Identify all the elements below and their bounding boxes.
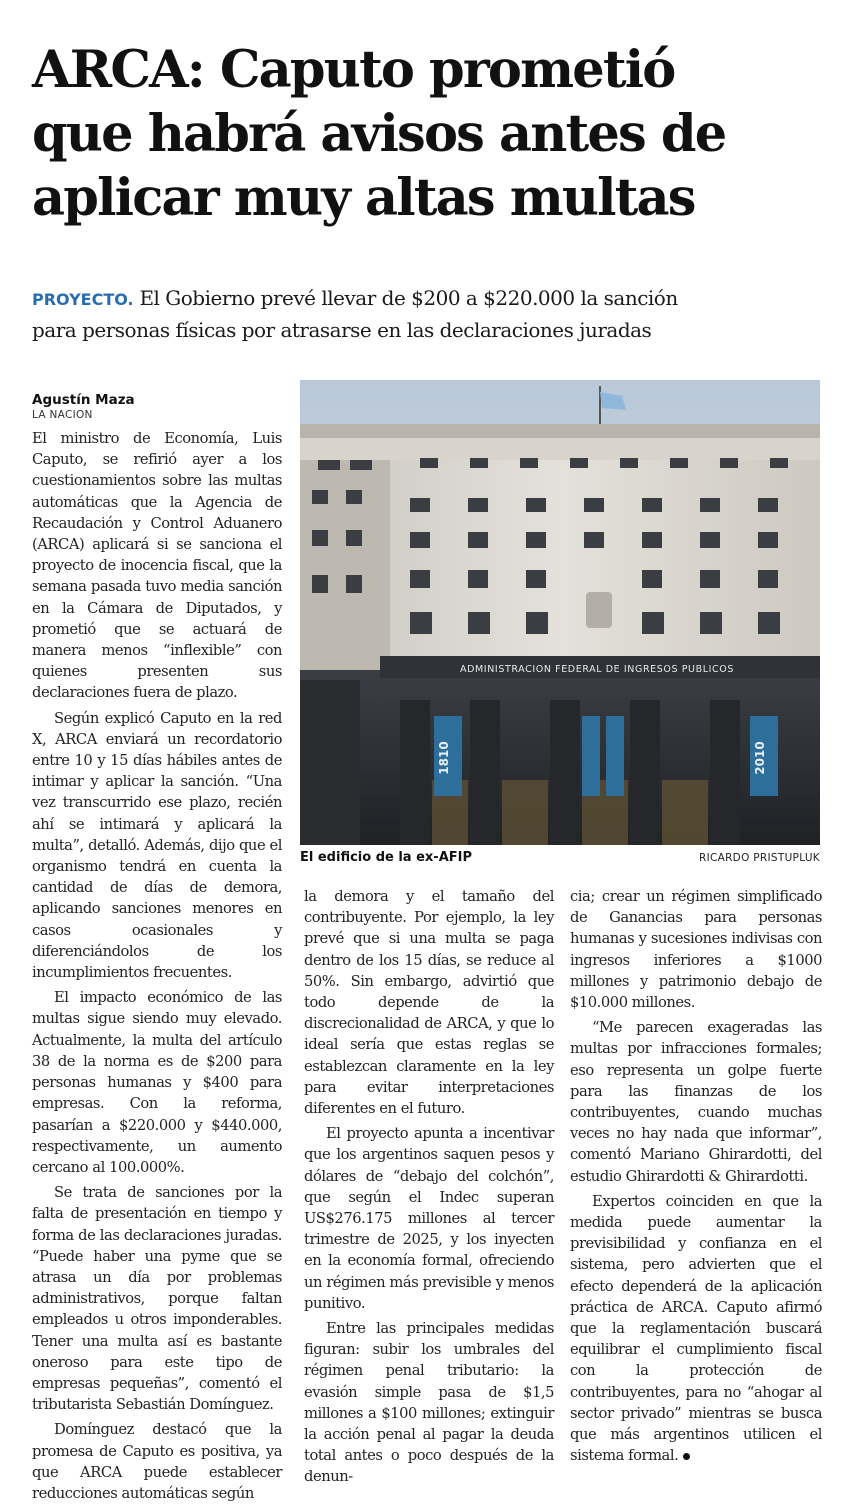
paragraph: Domínguez destacó que la promesa de Caputo es positiva, ya que ARCA puede establecer reducciones automáticas según: [32, 1421, 282, 1502]
paragraph: la demora y el tamaño del contribuyente. Por ejemplo, la ley prevé que si una multa se paga dentro de los 15 días, se reduce al 50%. Sin embargo, advirtió que todo depende de la discrecionalidad de ARCA, y que lo ideal sería que estas reglas se establezcan claramente en la ley para evitar interpretaciones diferentes en el futuro.: [304, 888, 554, 1118]
banner-2010: 2010: [753, 741, 767, 775]
paragraph: El ministro de Economía, Luis Caputo, se refirió ayer a los cuestionamientos sobre las multas automáticas que la Agencia de Recaudación y Control Aduanero (ARCA) aplicará si se sanciona el proyecto de inocencia fiscal, que la semana pasada tuvo media sanción en la Cámara de Diputados, y prometió que se actuará de manera menos “inflexible” con quienes presenten sus declaraciones fuera de plazo.: [32, 430, 282, 702]
building-illustration: [300, 380, 820, 845]
caption-text: El edificio de la ex-AFIP: [300, 850, 473, 865]
byline: [32, 391, 282, 422]
outlet-name: LA NACION: [32, 409, 93, 421]
paragraph: Entre las principales medidas figuran: subir los umbrales del régimen penal tributario: la evasión simple pasa de $1,5 millones a $100 millones; extinguir la acción penal al pagar la deuda total antes o poco después de la denun-: [304, 1320, 554, 1486]
paragraph: Según explicó Caputo en la red X, ARCA enviará un recordatorio entre 10 y 15 días hábiles antes de intimar y aplicar la sanción. “Una vez transcurrido ese plazo, recién ahí se intimará y aplicará la multa”, detalló. Además, dijo que el organismo tendrá en cuenta la cantidad de días de demora, aplicando sanciones menores en casos ocasionales y diferenciándolos de los incumplimientos frecuentes.: [32, 709, 282, 982]
headline-line-1: ARCA: Caputo prometió: [32, 40, 675, 100]
subhead-text-1: El Gobierno prevé llevar de $200 a $220.000 la sanción: [139, 286, 678, 310]
subheadline: [32, 283, 832, 345]
paragraph: [570, 1191, 822, 1467]
headline-line-2: que habrá avisos antes de: [32, 104, 726, 164]
paragraph-text: Expertos coinciden en que la medida puede aumentar la previsibilidad y confianza en el sistema, pero advierten que el efecto dependerá de la aplicación práctica de ARCA. Caputo afirmó que la reglamentación buscará equilibrar el cumplimiento fiscal con la protección de contribuyentes, para no “ahogar al sector privado” mientras se busca que más argentinos utilicen el sistema formal.: [570, 1192, 822, 1465]
building-photo: [300, 380, 820, 845]
article-column-1: [32, 428, 282, 1508]
photo-credit: RICARDO PRISTUPLUK: [698, 852, 820, 864]
photo-caption: [300, 850, 820, 868]
headline: [32, 38, 842, 230]
article-column-2: [304, 886, 554, 1492]
subhead-line-1: [32, 283, 832, 315]
paragraph: El proyecto apunta a incentivar que los argentinos saquen pesos y dólares de “debajo del colchón”, que según el Indec superan US$276.175 millones al tercer trimestre de 2025, y los inyecten en la economía formal, ofreciendo un régimen más previsible y menos punitivo.: [304, 1125, 554, 1312]
end-of-article-icon: [683, 1453, 690, 1460]
paragraph: El impacto económico de las multas sigue siendo muy elevado. Actualmente, la multa del artículo 38 de la norma es de $200 para personas humanas y $400 para empresas. Con la reforma, pasarían a $220.000 y $440.000, respectivamente, un aumento cercano al 100.000%.: [32, 989, 282, 1176]
paragraph: cia; crear un régimen simplificado de Ganancias para personas humanas y sucesiones indivisas con ingresos inferiores a $1000 millones y patrimonio debajo de $10.000 millones.: [570, 888, 822, 1012]
headline-line-3: aplicar muy altas multas: [32, 168, 695, 228]
author-name: Agustín Maza: [32, 392, 135, 408]
banner-1810: 1810: [437, 741, 451, 775]
subhead-text-2: para personas físicas por atrasarse en las declaraciones juradas: [32, 318, 652, 342]
building-sign: ADMINISTRACION FEDERAL DE INGRESOS PUBLICOS: [460, 664, 734, 675]
article-column-3: [570, 886, 822, 1470]
kicker: PROYECTO.: [32, 290, 134, 309]
paragraph: Se trata de sanciones por la falta de presentación en tiempo y forma de las declaraciones juradas. “Puede haber una pyme que se atrasa un día por problemas administrativos, porque faltan empleados u otros imponderables. Tener una multa así es bastante oneroso para este tipo de empresas pequeñas”, comentó el tributarista Sebastián Domínguez.: [32, 1184, 282, 1414]
paragraph: “Me parecen exageradas las multas por infracciones formales; eso representa un golpe fuerte para las finanzas de los contribuyentes, cuando muchas veces no hay nada que informar”, comentó Mariano Ghirardotti, del estudio Ghirardotti & Ghirardotti.: [570, 1019, 822, 1185]
